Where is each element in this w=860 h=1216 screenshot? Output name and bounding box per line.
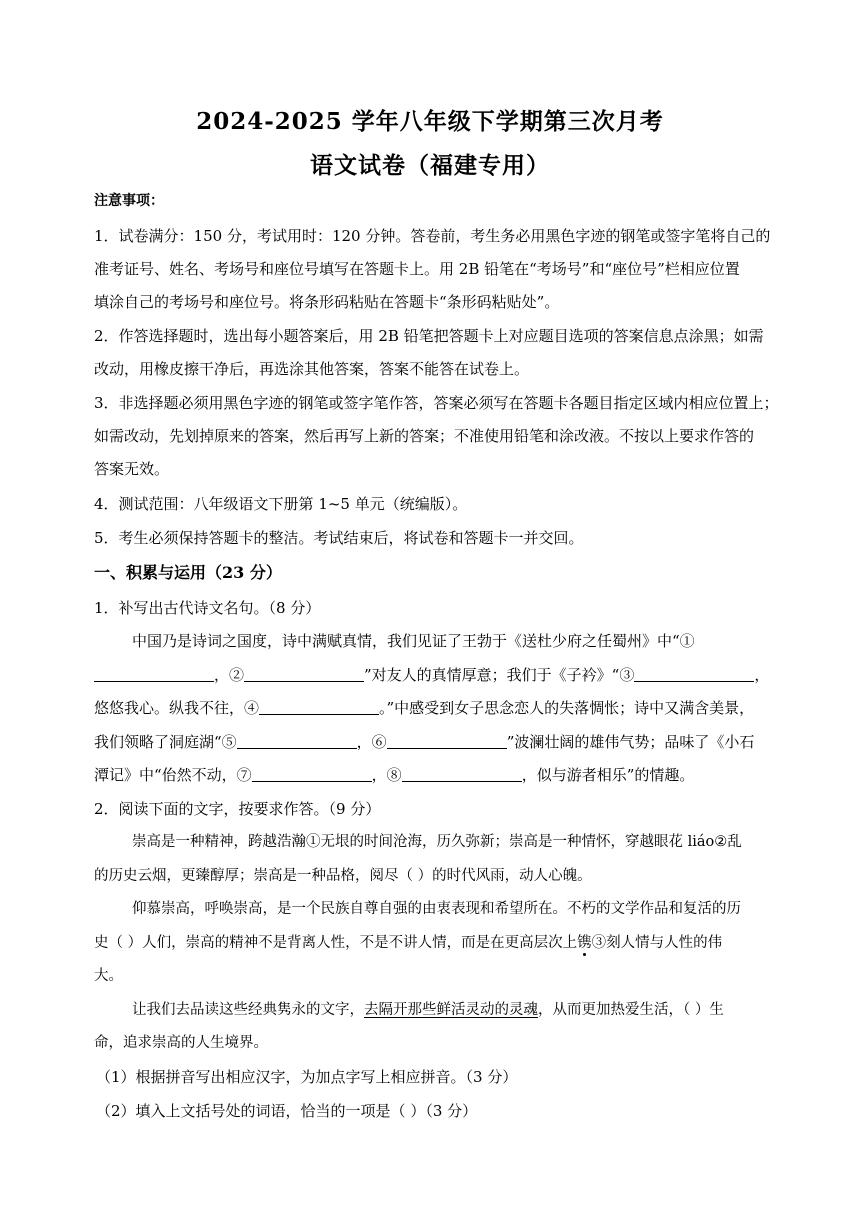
notice-line: 准考证号、姓名、考场号和座位号填写在答题卡上。用 2B 铅笔在“考场号”和“座位号”栏相应位置 [94,260,740,278]
blank-6[interactable] [387,733,507,749]
notice-line: 答案无效。 [94,460,170,478]
section-heading: 一、积累与运用（23 分） [94,563,282,582]
question-1-label: 1．补写出古代诗文名句。（8 分） [94,599,321,617]
blank-2[interactable] [244,666,364,682]
q2-passage-line: 仰慕崇高，呼唤崇高，是一个民族自尊自强的由衷表现和希望所在。不朽的文学作品和复活的历 [132,901,741,917]
q2-passage-line: 的历史云烟，更臻醇厚；崇高是一种品格，阅尽（ ）的时代风雨，动人心魄。 [94,868,592,884]
dotted-character: 镌 [577,935,592,951]
notice-line: 1．试卷满分：150 分，考试用时：120 分钟。答卷前，考生务必用黑色字迹的钢笔或签字笔将自己的 [94,227,771,245]
q1-text-line: 中国乃是诗词之国度，诗中满赋真情，我们见证了王勃于《送杜少府之任蜀州》中“① [132,632,695,650]
notice-line: 2．作答选择题时，选出每小题答案后，用 2B 铅笔把答题卡上对应题目选项的答案信息点涂黑；如需 [94,327,764,345]
exam-title: 2024-2025 学年八年级下学期第三次月考 [196,108,664,135]
notice-line: 4．测试范围：八年级语文下册第 1~5 单元（统编版）。 [94,495,468,513]
exam-subtitle: 语文试卷（福建专用） [310,152,550,179]
q2-passage-line: 崇高是一种精神，跨越浩瀚①无垠的时间沧海，历久弥新；崇高是一种情怀，穿越眼花 liáo②乱 [132,834,742,850]
q1-text-line: 悠悠我心。纵我不往，④ 。”中感受到女子思念恋人的失落惆怅；诗中又满含美景， [94,699,755,717]
blank-1[interactable] [94,666,214,682]
underlined-sentence: 去隔开那些鲜活灵动的灵魂 [364,1002,538,1018]
notice-line: 填涂自己的考场号和座位号。将条形码粘贴在答题卡“条形码粘贴处”。 [94,293,560,311]
notice-heading: 注意事项： [94,193,164,209]
blank-5[interactable] [237,733,357,749]
question-2-label: 2．阅读下面的文字，按要求作答。（9 分） [94,800,381,818]
notice-line: 如需改动，先划掉原来的答案，然后再写上新的答案；不准使用铅笔和涂改液。不按以上要求作答的 [94,427,755,445]
notice-line: 改动，用橡皮擦干净后，再选涂其他答案，答案不能答在试卷上。 [94,360,530,378]
q2-passage-line: 命，追求崇高的人生境界。 [94,1035,268,1051]
notice-line: 5．考生必须保持答题卡的整洁。考试结束后，将试卷和答题卡一并交回。 [94,529,584,547]
q2-passage-line: 大。 [94,968,123,984]
notice-line: 3．非选择题必须用黑色字迹的钢笔或签字笔作答，答案必须写在答题卡各题目指定区域内相应位置上； [94,394,779,412]
q2-passage-line: 让我们去品读这些经典隽永的文字，去隔开那些鲜活灵动的灵魂，从而更加热爱生活，（ ）生 [132,1002,724,1018]
blank-8[interactable] [402,766,522,782]
q2-passage-line: 史（ ）人们，崇高的精神不是背离人性，不是不讲人情，而是在更高层次上镌③刻人情与人性的伟 [94,935,723,951]
q1-text-line: ，② ”对友人的真情厚意；我们于《子衿》“③ ， [94,665,768,685]
blank-3[interactable] [634,666,754,682]
q1-text-line: 我们领略了洞庭湖“⑤ ，⑥ ”波澜壮阔的雄伟气势；品味了《小石 [94,733,755,751]
blank-4[interactable] [259,699,379,715]
blank-7[interactable] [252,766,372,782]
q1-text-line: 潭记》中“佁然不动，⑦ ，⑧ ，似与游者相乐”的情趣。 [94,766,695,784]
q2-subquestion-2: （2）填入上文括号处的词语，恰当的一项是（ ）（3 分） [96,1102,478,1120]
q2-subquestion-1: （1）根据拼音写出相应汉字，为加点字写上相应拼音。（3 分） [96,1068,518,1086]
